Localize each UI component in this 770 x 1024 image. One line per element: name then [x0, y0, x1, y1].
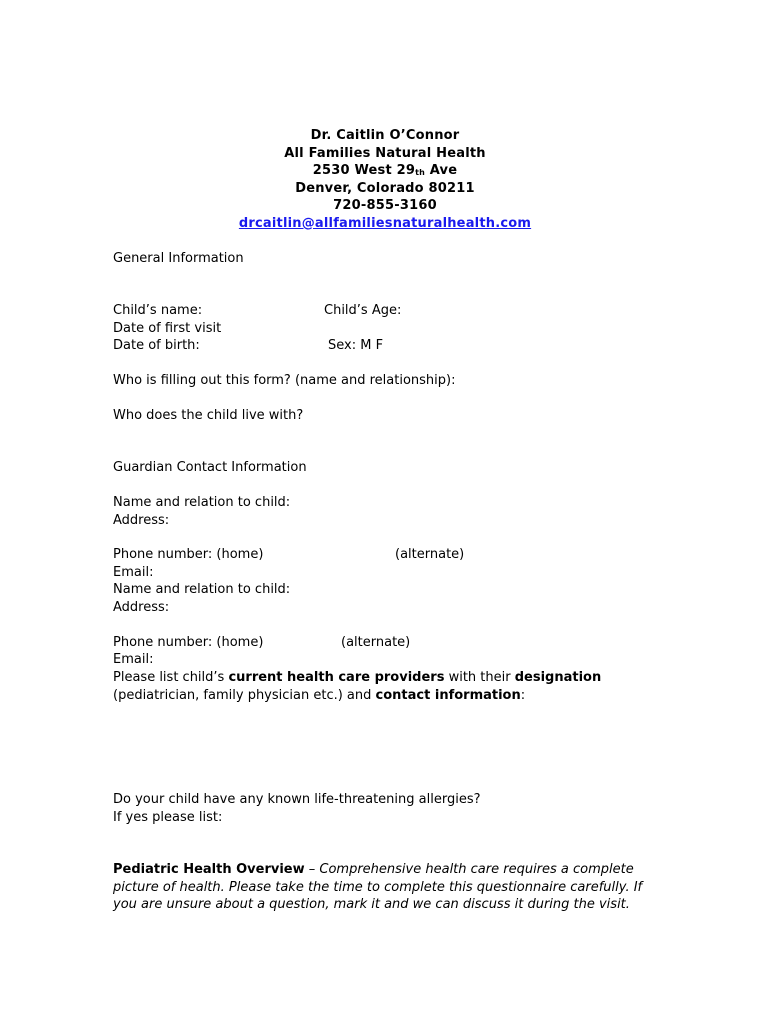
first-visit-label: Date of first visit [113, 321, 222, 336]
providers-emphasis-1: current health care providers [228, 670, 445, 685]
guardian2-alt-phone-label: (alternate) [341, 635, 411, 650]
health-overview-intro [113, 861, 658, 914]
providers-emphasis-2: designation [514, 670, 602, 685]
lives-with-question: Who does the child live with? [113, 408, 304, 423]
practice-name: All Families Natural Health [284, 145, 486, 161]
practice-header [0, 127, 770, 232]
guardian2-name-label: Name and relation to child: [113, 582, 291, 597]
allergies-question: Do your child have any known life-threatening allergies? [113, 792, 481, 807]
guardian2-email-label: Email: [113, 652, 154, 667]
email-link[interactable]: drcaitlin@allfamiliesnaturalhealth.com [238, 215, 532, 231]
dob-label: Date of birth: [113, 338, 200, 353]
form-filler-question: Who is filling out this form? (name and relationship): [113, 373, 456, 388]
providers-text-3: (pediatrician, family physician etc.) and [113, 687, 376, 703]
street-address-ave: Ave [425, 163, 458, 178]
street-address-text: 2530 West 29 [312, 163, 416, 178]
health-overview-title: Pediatric Health Overview [113, 862, 305, 877]
general-info-title: General Information [113, 251, 244, 266]
guardian1-phone-label: Phone number: (home) [113, 547, 264, 562]
child-name-label: Child’s name: [113, 303, 203, 318]
phone-number: 720-855-3160 [333, 198, 437, 213]
providers-text-2: with their [444, 670, 515, 685]
sex-label: Sex: M F [328, 338, 384, 353]
allergies-list-label: If yes please list: [113, 810, 223, 825]
health-overview-dash: – [304, 862, 320, 877]
guardian1-email-label: Email: [113, 565, 154, 580]
guardian1-address-label: Address: [113, 513, 170, 528]
doctor-name: Dr. Caitlin O’Connor [310, 128, 460, 143]
providers-text-4: : [520, 687, 526, 703]
providers-emphasis-3: contact information [375, 687, 521, 703]
city-state-zip: Denver, Colorado 80211 [295, 180, 475, 196]
guardian2-phone-label: Phone number: (home) [113, 635, 264, 650]
child-age-label: Child’s Age: [324, 303, 402, 318]
providers-instruction [113, 669, 658, 704]
guardian1-alt-phone-label: (alternate) [395, 547, 465, 562]
street-address-suffix: th [415, 168, 426, 177]
street-address [0, 162, 770, 180]
guardian2-address-label: Address: [113, 600, 170, 615]
providers-text-1: Please list child’s [113, 670, 229, 685]
guardian-info-title: Guardian Contact Information [113, 460, 307, 475]
health-overview-text: Comprehensive health care requires a complete picture of health. Please take the time to complete this questionnaire carefully. If you are unsure about a question, mark it and we can discuss it during the visit. [113, 862, 643, 912]
guardian1-name-label: Name and relation to child: [113, 495, 291, 510]
